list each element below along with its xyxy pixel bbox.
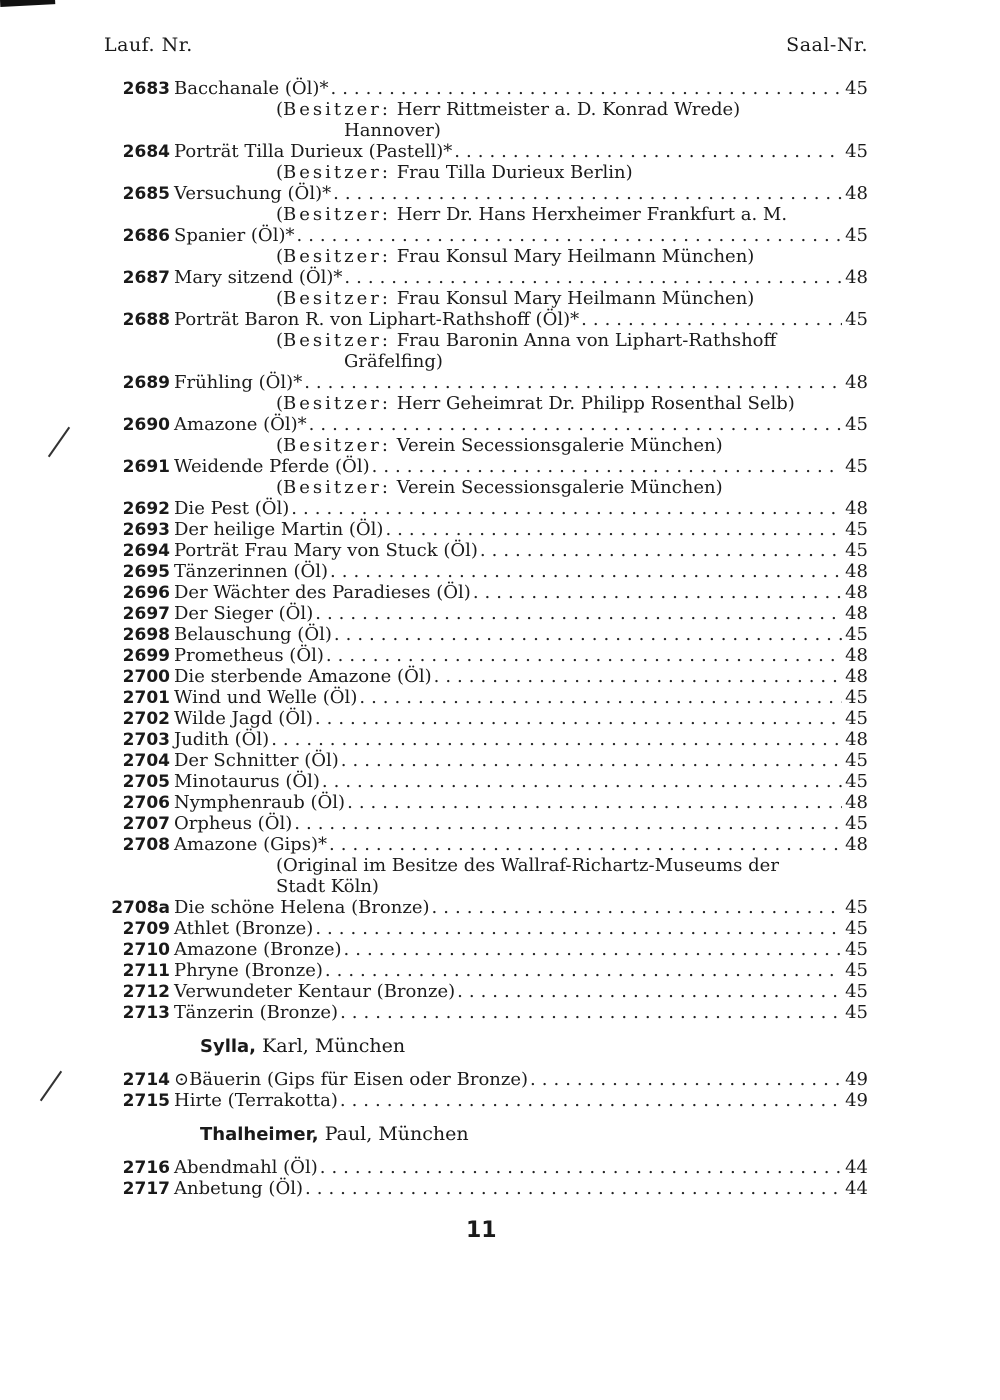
entry-room: 45 [845,78,868,99]
dot-leader [315,708,842,729]
entry-number: 2695 [122,562,170,582]
entry-title: Wind und Welle (Öl) [174,687,358,708]
entry-number: 2703 [122,730,170,750]
catalog-entry [104,309,868,330]
catalog-entry [104,687,868,708]
entry-title: Die Pest (Öl) [174,498,290,519]
entry-room: 48 [845,582,868,603]
entry-number: 2709 [122,919,170,939]
entry-title: Phryne (Bronze) [174,960,323,981]
entry-number: 2689 [122,373,170,393]
entry-title: Frühling (Öl)* [174,372,303,393]
dot-leader [322,771,842,792]
entry-number: 2707 [122,814,170,834]
owner-name: Frau Konsul Mary Heilmann München) [396,288,755,309]
original-note: (Original im Besitze des Wallraf-Richartz-Museums der [276,855,779,876]
entry-number: 2706 [122,793,170,813]
catalog-entry [104,519,868,540]
catalog-entry [104,708,868,729]
column-header [104,34,868,78]
catalog-entry [104,624,868,645]
entry-number: 2698 [122,625,170,645]
dot-leader [581,309,842,330]
catalog-entry [104,771,868,792]
artist-details: Karl, München [262,1035,406,1057]
entry-room: 45 [845,687,868,708]
entry-title: Tänzerinnen (Öl) [174,561,329,582]
entry-room: 48 [845,666,868,687]
owner-note: (Besitzer: Frau Konsul Mary Heilmann München) [276,288,755,309]
catalog-entry [104,897,868,918]
owner-name: Herr Rittmeister a. D. Konrad Wrede) [396,99,741,120]
artist-details: Paul, München [324,1123,469,1145]
entry-number: 2690 [122,415,170,435]
entry-number: 2691 [122,457,170,477]
entry-title: Weidende Pferde (Öl) [174,456,370,477]
owner-note: (Besitzer: Verein Secessionsgalerie München) [276,435,723,456]
dot-leader [320,1157,842,1178]
entry-title: Porträt Tilla Durieux (Pastell)* [174,141,453,162]
catalog-entry [104,750,868,771]
header-running-number: Lauf. Nr. [104,34,193,56]
owner-label: Besitzer: [283,477,391,498]
entry-title: Wilde Jagd (Öl) [174,708,313,729]
entry-room: 45 [845,624,868,645]
dot-leader [296,225,842,246]
dot-leader [305,1178,842,1199]
entry-number: 2714 [122,1070,170,1090]
owner-label: Besitzer: [283,162,391,183]
dot-leader [359,687,842,708]
entry-room: 45 [845,519,868,540]
dot-leader [372,456,842,477]
dot-leader [454,141,842,162]
owner-note: (Besitzer: Frau Tilla Durieux Berlin) [276,162,633,183]
pencil-mark [48,427,70,458]
entry-number: 2692 [122,499,170,519]
catalog-entry [104,834,868,855]
entry-room: 44 [845,1157,868,1178]
page-mark: 11 [466,1218,497,1243]
entry-room: 45 [845,456,868,477]
entry-title: Der Wächter des Paradieses (Öl) [174,582,471,603]
entry-room: 49 [845,1090,868,1111]
dot-leader [344,267,842,288]
catalog-entry [104,141,868,162]
entry-number: 2708 [122,835,170,855]
owner-note-continued: Hannover) [344,120,441,141]
catalog-entry [104,1002,868,1023]
dot-leader [304,372,842,393]
entry-number: 2717 [122,1179,170,1199]
entry-room: 48 [845,372,868,393]
artist-surname: Sylla, [200,1036,257,1057]
owner-label: Besitzer: [283,393,391,414]
entry-room: 48 [845,645,868,666]
entry-title: Hirte (Terrakotta) [174,1090,338,1111]
dot-leader [325,960,842,981]
dot-leader [434,666,842,687]
owner-label: Besitzer: [283,288,391,309]
entry-number: 2697 [122,604,170,624]
header-room-number: Saal-Nr. [786,34,868,56]
entry-title: Der heilige Martin (Öl) [174,519,384,540]
entry-number: 2686 [122,226,170,246]
catalog-entry [104,183,868,204]
owner-label: Besitzer: [283,204,391,225]
entry-title: Belauschung (Öl) [174,624,332,645]
pencil-mark [40,1071,62,1102]
entry-number: 2702 [122,709,170,729]
entry-title: Der Schnitter (Öl) [174,750,339,771]
catalog-entry [104,561,868,582]
entry-room: 48 [845,183,868,204]
entry-number: 2699 [122,646,170,666]
entry-room: 48 [845,561,868,582]
entry-title: Mary sitzend (Öl)* [174,267,343,288]
dot-leader [329,834,842,855]
entry-room: 45 [845,750,868,771]
owner-note-continued: Gräfelfing) [344,351,443,372]
owner-note: (Besitzer: Herr Geheimrat Dr. Philipp Rosenthal Selb) [276,393,795,414]
owner-name: Verein Secessionsgalerie München) [396,477,723,498]
catalog-entry [104,792,868,813]
entry-number: 2712 [122,982,170,1002]
entry-title: Versuchung (Öl)* [174,183,332,204]
entry-title: Prometheus (Öl) [174,645,324,666]
entry-number: 2710 [122,940,170,960]
catalog-entry [104,939,868,960]
dot-leader [530,1069,842,1090]
artist-surname: Thalheimer, [200,1124,319,1145]
entry-title: ⊙Bäuerin (Gips für Eisen oder Bronze) [174,1069,529,1090]
entry-title: Abendmahl (Öl) [174,1157,318,1178]
original-note-continued: Stadt Köln) [276,876,379,897]
dot-leader [291,498,842,519]
entry-title: Bacchanale (Öl)* [174,78,329,99]
owner-note: (Besitzer: Herr Dr. Hans Herxheimer Frankfurt a. M. [276,204,788,225]
entry-room: 48 [845,498,868,519]
entry-number: 2685 [122,184,170,204]
catalog-entry [104,582,868,603]
entry-number: 2711 [122,961,170,981]
entry-room: 45 [845,918,868,939]
catalog-entry [104,456,868,477]
dot-leader [432,897,842,918]
catalog-entry [104,267,868,288]
entry-title: Amazone (Bronze) [174,939,342,960]
catalog-entry [104,540,868,561]
catalog-entry [104,666,868,687]
catalog-entry [104,918,868,939]
entry-number: 2684 [122,142,170,162]
dot-leader [315,918,842,939]
entry-room: 45 [845,939,868,960]
catalog-entry [104,1178,868,1199]
dot-leader [271,729,842,750]
entry-room: 45 [845,414,868,435]
entry-title: Judith (Öl) [174,729,270,750]
dot-leader [333,183,842,204]
dot-leader [385,519,842,540]
entry-number: 2716 [122,1158,170,1178]
catalog-entry [104,414,868,435]
catalog-entry [104,729,868,750]
artist-heading [104,1035,868,1063]
entry-room: 45 [845,708,868,729]
dot-leader [347,792,842,813]
entry-number: 2701 [122,688,170,708]
owner-note: (Besitzer: Verein Secessionsgalerie München) [276,477,723,498]
owner-name: Herr Dr. Hans Herxheimer Frankfurt a. M. [396,204,788,225]
entry-number: 2687 [122,268,170,288]
entry-title: Spanier (Öl)* [174,225,295,246]
owner-note: (Besitzer: Frau Baronin Anna von Liphart-Rathshoff [276,330,777,351]
catalog-entry [104,981,868,1002]
catalog-entry [104,1157,868,1178]
entry-room: 45 [845,813,868,834]
entry-room: 48 [845,834,868,855]
entry-number: 2715 [122,1091,170,1111]
entry-number: 2696 [122,583,170,603]
entry-number: 2708a [111,898,170,918]
entry-title: Minotaurus (Öl) [174,771,320,792]
entry-number: 2704 [122,751,170,771]
dot-leader [326,645,842,666]
entry-number: 2683 [122,79,170,99]
catalog-entry [104,603,868,624]
entry-number: 2693 [122,520,170,540]
dot-leader [341,750,842,771]
entry-title: Tänzerin (Bronze) [174,1002,339,1023]
entry-room: 45 [845,141,868,162]
entry-room: 48 [845,792,868,813]
dot-leader [294,813,842,834]
corner-mark [0,0,55,7]
entry-title: Die schöne Helena (Bronze) [174,897,430,918]
dot-leader [480,540,842,561]
catalog-entry [104,1090,868,1111]
entry-room: 48 [845,729,868,750]
dot-leader [340,1090,842,1111]
entry-title: Anbetung (Öl) [174,1178,303,1199]
owner-note: (Besitzer: Herr Rittmeister a. D. Konrad Wrede) [276,99,741,120]
entry-room: 45 [845,981,868,1002]
entry-room: 48 [845,603,868,624]
entry-room: 45 [845,960,868,981]
entry-title: Nymphenraub (Öl) [174,792,346,813]
owner-name: Herr Geheimrat Dr. Philipp Rosenthal Selb) [396,393,795,414]
dot-leader [344,939,842,960]
owner-label: Besitzer: [283,246,391,267]
owner-note: (Besitzer: Frau Konsul Mary Heilmann München) [276,246,755,267]
entry-number: 2688 [122,310,170,330]
entry-title: Orpheus (Öl) [174,813,293,834]
entry-room: 45 [845,225,868,246]
owner-label: Besitzer: [283,435,391,456]
catalog-entry [104,498,868,519]
dot-leader [309,414,842,435]
artist-heading [104,1123,868,1151]
dot-leader [473,582,842,603]
catalog-list [104,78,868,1199]
owner-name: Verein Secessionsgalerie München) [396,435,723,456]
owner-name: Frau Tilla Durieux Berlin) [396,162,633,183]
entry-room: 45 [845,309,868,330]
dot-leader [334,624,842,645]
entry-title: Der Sieger (Öl) [174,603,314,624]
entry-room: 48 [845,267,868,288]
entry-title: Amazone (Öl)* [174,414,307,435]
entry-room: 44 [845,1178,868,1199]
entry-title: Porträt Frau Mary von Stuck (Öl) [174,540,478,561]
entry-title: Amazone (Gips)* [174,834,328,855]
dot-leader [330,561,842,582]
entry-room: 45 [845,771,868,792]
entry-room: 45 [845,1002,868,1023]
dot-leader [340,1002,842,1023]
entry-title: Die sterbende Amazone (Öl) [174,666,432,687]
entry-title: Verwundeter Kentaur (Bronze) [174,981,456,1002]
entry-room: 45 [845,540,868,561]
dot-leader [315,603,842,624]
entry-number: 2713 [122,1003,170,1023]
catalog-entry [104,1069,868,1090]
owner-name: Frau Baronin Anna von Liphart-Rathshoff [396,330,777,351]
catalog-entry [104,960,868,981]
entry-number: 2705 [122,772,170,792]
catalog-entry [104,78,868,99]
entry-number: 2694 [122,541,170,561]
catalog-entry [104,225,868,246]
owner-label: Besitzer: [283,99,391,120]
dot-leader [457,981,842,1002]
entry-title: Athlet (Bronze) [174,918,314,939]
entry-title: Porträt Baron R. von Liphart-Rathshoff (Öl)* [174,309,580,330]
owner-label: Besitzer: [283,330,391,351]
dot-leader [330,78,842,99]
catalog-entry [104,645,868,666]
owner-name: Frau Konsul Mary Heilmann München) [396,246,755,267]
entry-room: 45 [845,897,868,918]
catalog-entry [104,813,868,834]
entry-number: 2700 [122,667,170,687]
entry-room: 49 [845,1069,868,1090]
catalog-entry [104,372,868,393]
catalog-page [104,34,868,1199]
